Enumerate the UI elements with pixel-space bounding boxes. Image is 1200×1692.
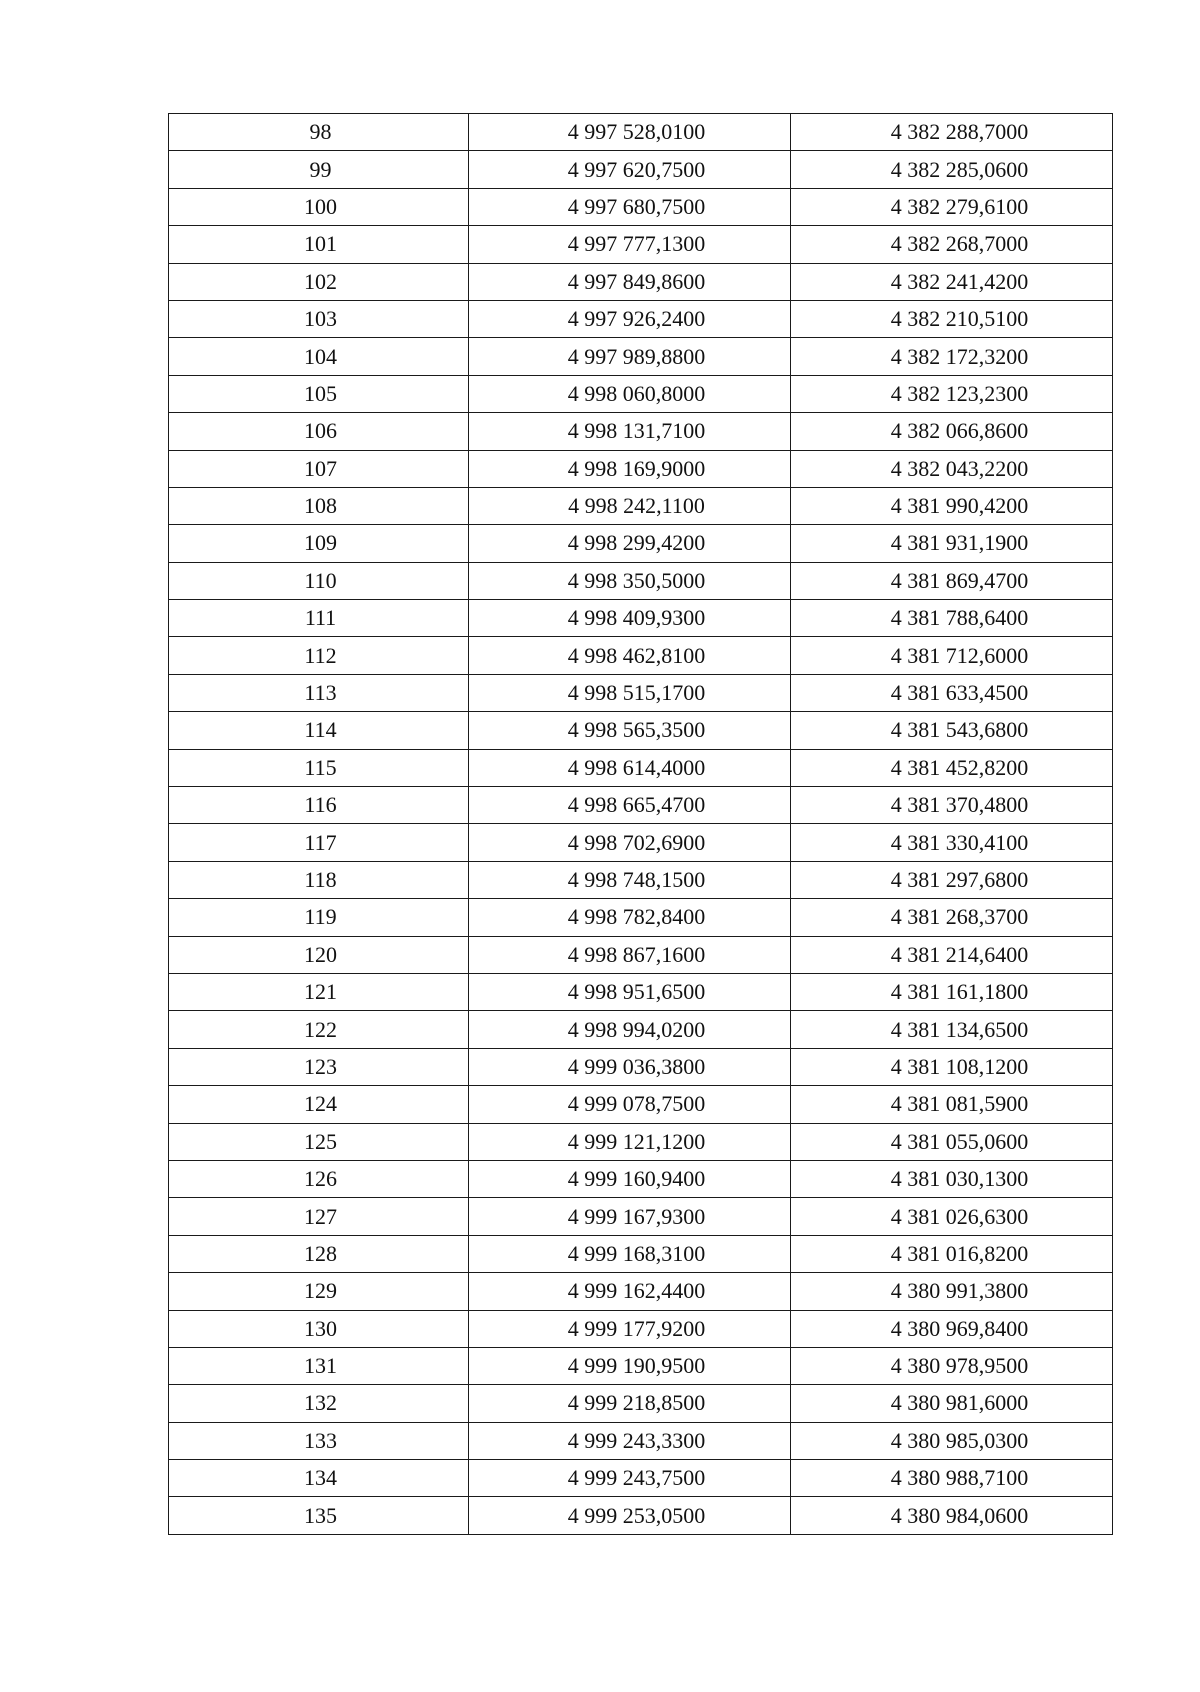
point-number-cell: 116 [169,787,469,824]
x-coordinate-cell: 4 998 409,9300 [469,600,791,637]
table-row [169,1273,1113,1310]
point-number-cell: 118 [169,861,469,898]
y-coordinate-cell: 4 381 214,6400 [791,936,1113,973]
point-number-cell: 114 [169,712,469,749]
table-row [169,899,1113,936]
table-row [169,1235,1113,1272]
point-number-cell: 106 [169,413,469,450]
point-number-cell: 102 [169,263,469,300]
y-coordinate-cell: 4 382 066,8600 [791,413,1113,450]
y-coordinate-cell: 4 382 285,0600 [791,151,1113,188]
point-number-cell: 117 [169,824,469,861]
y-coordinate-cell: 4 381 869,4700 [791,562,1113,599]
x-coordinate-cell: 4 998 782,8400 [469,899,791,936]
table-row [169,787,1113,824]
y-coordinate-cell: 4 381 016,8200 [791,1235,1113,1272]
y-coordinate-cell: 4 381 330,4100 [791,824,1113,861]
point-number-cell: 101 [169,226,469,263]
y-coordinate-cell: 4 381 030,1300 [791,1160,1113,1197]
point-number-cell: 100 [169,188,469,225]
table-row [169,1011,1113,1048]
coordinate-table-body [169,114,1113,1535]
x-coordinate-cell: 4 998 515,1700 [469,674,791,711]
point-number-cell: 125 [169,1123,469,1160]
point-number-cell: 131 [169,1347,469,1384]
y-coordinate-cell: 4 381 543,6800 [791,712,1113,749]
table-row [169,562,1113,599]
table-row [169,338,1113,375]
x-coordinate-cell: 4 999 168,3100 [469,1235,791,1272]
point-number-cell: 120 [169,936,469,973]
y-coordinate-cell: 4 380 991,3800 [791,1273,1113,1310]
point-number-cell: 128 [169,1235,469,1272]
x-coordinate-cell: 4 998 994,0200 [469,1011,791,1048]
table-row [169,375,1113,412]
y-coordinate-cell: 4 381 990,4200 [791,487,1113,524]
y-coordinate-cell: 4 381 026,6300 [791,1198,1113,1235]
x-coordinate-cell: 4 998 131,7100 [469,413,791,450]
point-number-cell: 111 [169,600,469,637]
x-coordinate-cell: 4 998 169,9000 [469,450,791,487]
table-row [169,637,1113,674]
point-number-cell: 115 [169,749,469,786]
y-coordinate-cell: 4 380 985,0300 [791,1422,1113,1459]
point-number-cell: 133 [169,1422,469,1459]
x-coordinate-cell: 4 999 177,9200 [469,1310,791,1347]
table-row [169,226,1113,263]
point-number-cell: 121 [169,973,469,1010]
point-number-cell: 103 [169,300,469,337]
table-row [169,1347,1113,1384]
x-coordinate-cell: 4 997 528,0100 [469,114,791,151]
y-coordinate-cell: 4 381 370,4800 [791,787,1113,824]
point-number-cell: 130 [169,1310,469,1347]
point-number-cell: 108 [169,487,469,524]
y-coordinate-cell: 4 380 981,6000 [791,1385,1113,1422]
point-number-cell: 105 [169,375,469,412]
point-number-cell: 119 [169,899,469,936]
x-coordinate-cell: 4 997 989,8800 [469,338,791,375]
point-number-cell: 110 [169,562,469,599]
point-number-cell: 112 [169,637,469,674]
x-coordinate-cell: 4 998 060,8000 [469,375,791,412]
y-coordinate-cell: 4 381 712,6000 [791,637,1113,674]
x-coordinate-cell: 4 998 614,4000 [469,749,791,786]
table-row [169,1048,1113,1085]
point-number-cell: 127 [169,1198,469,1235]
y-coordinate-cell: 4 382 172,3200 [791,338,1113,375]
y-coordinate-cell: 4 382 279,6100 [791,188,1113,225]
table-row [169,450,1113,487]
table-row [169,487,1113,524]
table-row [169,1160,1113,1197]
table-row [169,1310,1113,1347]
point-number-cell: 122 [169,1011,469,1048]
y-coordinate-cell: 4 380 984,0600 [791,1497,1113,1534]
y-coordinate-cell: 4 381 788,6400 [791,600,1113,637]
x-coordinate-cell: 4 998 867,1600 [469,936,791,973]
x-coordinate-cell: 4 998 462,8100 [469,637,791,674]
x-coordinate-cell: 4 997 926,2400 [469,300,791,337]
table-row [169,151,1113,188]
table-row [169,861,1113,898]
x-coordinate-cell: 4 999 218,8500 [469,1385,791,1422]
table-row [169,1460,1113,1497]
table-row [169,936,1113,973]
y-coordinate-cell: 4 381 268,3700 [791,899,1113,936]
point-number-cell: 109 [169,525,469,562]
table-row [169,824,1113,861]
x-coordinate-cell: 4 998 350,5000 [469,562,791,599]
y-coordinate-cell: 4 382 123,2300 [791,375,1113,412]
point-number-cell: 123 [169,1048,469,1085]
point-number-cell: 135 [169,1497,469,1534]
x-coordinate-cell: 4 999 036,3800 [469,1048,791,1085]
y-coordinate-cell: 4 381 108,1200 [791,1048,1113,1085]
y-coordinate-cell: 4 381 931,1900 [791,525,1113,562]
x-coordinate-cell: 4 999 121,1200 [469,1123,791,1160]
x-coordinate-cell: 4 999 243,7500 [469,1460,791,1497]
y-coordinate-cell: 4 382 268,7000 [791,226,1113,263]
x-coordinate-cell: 4 998 665,4700 [469,787,791,824]
point-number-cell: 99 [169,151,469,188]
point-number-cell: 107 [169,450,469,487]
point-number-cell: 132 [169,1385,469,1422]
x-coordinate-cell: 4 999 160,9400 [469,1160,791,1197]
x-coordinate-cell: 4 997 777,1300 [469,226,791,263]
x-coordinate-cell: 4 998 242,1100 [469,487,791,524]
x-coordinate-cell: 4 999 078,7500 [469,1086,791,1123]
x-coordinate-cell: 4 997 680,7500 [469,188,791,225]
point-number-cell: 98 [169,114,469,151]
table-row [169,525,1113,562]
x-coordinate-cell: 4 997 620,7500 [469,151,791,188]
point-number-cell: 104 [169,338,469,375]
y-coordinate-cell: 4 381 452,8200 [791,749,1113,786]
x-coordinate-cell: 4 999 190,9500 [469,1347,791,1384]
y-coordinate-cell: 4 381 633,4500 [791,674,1113,711]
y-coordinate-cell: 4 381 134,6500 [791,1011,1113,1048]
table-row [169,413,1113,450]
x-coordinate-cell: 4 999 167,9300 [469,1198,791,1235]
x-coordinate-cell: 4 998 565,3500 [469,712,791,749]
table-row [169,1086,1113,1123]
point-number-cell: 124 [169,1086,469,1123]
table-row [169,300,1113,337]
x-coordinate-cell: 4 999 162,4400 [469,1273,791,1310]
x-coordinate-cell: 4 998 951,6500 [469,973,791,1010]
table-row [169,749,1113,786]
x-coordinate-cell: 4 999 243,3300 [469,1422,791,1459]
point-number-cell: 113 [169,674,469,711]
x-coordinate-cell: 4 998 748,1500 [469,861,791,898]
y-coordinate-cell: 4 382 288,7000 [791,114,1113,151]
table-row [169,263,1113,300]
table-row [169,1385,1113,1422]
x-coordinate-cell: 4 998 702,6900 [469,824,791,861]
table-row [169,114,1113,151]
y-coordinate-cell: 4 382 241,4200 [791,263,1113,300]
table-row [169,1198,1113,1235]
x-coordinate-cell: 4 998 299,4200 [469,525,791,562]
x-coordinate-cell: 4 997 849,8600 [469,263,791,300]
x-coordinate-cell: 4 999 253,0500 [469,1497,791,1534]
y-coordinate-cell: 4 381 055,0600 [791,1123,1113,1160]
table-row [169,1422,1113,1459]
table-row [169,712,1113,749]
point-number-cell: 134 [169,1460,469,1497]
y-coordinate-cell: 4 381 161,1800 [791,973,1113,1010]
y-coordinate-cell: 4 381 081,5900 [791,1086,1113,1123]
y-coordinate-cell: 4 381 297,6800 [791,861,1113,898]
table-row [169,674,1113,711]
y-coordinate-cell: 4 382 210,5100 [791,300,1113,337]
y-coordinate-cell: 4 380 978,9500 [791,1347,1113,1384]
table-row [169,188,1113,225]
table-row [169,1497,1113,1534]
point-number-cell: 129 [169,1273,469,1310]
y-coordinate-cell: 4 380 988,7100 [791,1460,1113,1497]
table-row [169,1123,1113,1160]
y-coordinate-cell: 4 382 043,2200 [791,450,1113,487]
table-row [169,973,1113,1010]
coordinate-table [168,113,1113,1535]
y-coordinate-cell: 4 380 969,8400 [791,1310,1113,1347]
table-row [169,600,1113,637]
point-number-cell: 126 [169,1160,469,1197]
